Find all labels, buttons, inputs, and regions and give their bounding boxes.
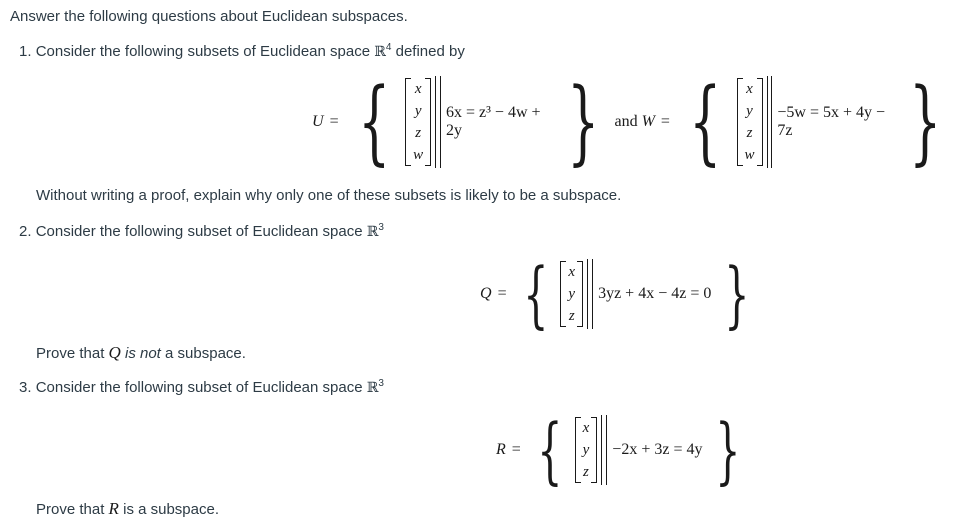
q1-space: ℝ: [374, 44, 386, 60]
set-divider: [771, 76, 772, 168]
q2-followup-suffix: a subspace.: [165, 345, 246, 362]
set-q-vector: [560, 261, 583, 327]
q1-prompt: [19, 43, 465, 61]
vec-entry: x: [582, 420, 590, 436]
q1-number: 1.: [19, 43, 32, 60]
set-divider: [587, 259, 588, 329]
q2-followup-emphasis: is not: [125, 345, 161, 362]
q3-space: ℝ: [366, 380, 379, 396]
q3-prompt-prefix: Consider the following subset of Euclidean space: [35, 379, 363, 396]
vec-entry: x: [746, 81, 753, 97]
set-w-vector: [737, 78, 763, 166]
left-brace: {: [689, 68, 722, 175]
vec-entry: z: [583, 464, 589, 480]
set-q-condition: 3yz + 4x − 4z = 0: [598, 285, 712, 302]
equals-sign: =: [497, 285, 507, 302]
equals-sign: =: [660, 113, 670, 130]
q1-space-exp: 4: [385, 42, 392, 53]
left-brace: {: [522, 252, 549, 336]
set-divider: [592, 259, 593, 329]
q2-followup: [36, 344, 246, 363]
vec-entry: y: [582, 442, 590, 458]
set-u-condition: 6x = z³ − 4w + 2y: [446, 104, 541, 139]
right-brace: }: [909, 68, 942, 175]
vec-entry: z: [568, 308, 575, 324]
vec-entry: z: [415, 125, 422, 141]
q2-space-exp: 3: [378, 222, 384, 233]
right-brace: }: [715, 408, 741, 492]
q3-number: 3.: [19, 379, 32, 396]
left-brace: {: [537, 408, 563, 492]
q1-set-equations: [312, 68, 955, 175]
q2-space: ℝ: [366, 224, 379, 240]
vec-entry: z: [746, 125, 753, 141]
q3-followup: [36, 500, 219, 519]
vec-entry: x: [568, 264, 576, 280]
q3-set-equation: [496, 408, 751, 492]
q1-followup: Without writing a proof, explain why only one of these subsets is likely to be a subspace.: [36, 187, 622, 204]
vec-entry: w: [744, 147, 755, 163]
set-r-name: R: [496, 441, 506, 458]
intro-text: Answer the following questions about Euclidean subspaces.: [10, 8, 408, 25]
vec-entry: y: [414, 103, 422, 119]
set-divider: [767, 76, 768, 168]
set-u-vector: [405, 78, 431, 166]
set-r-condition: −2x + 3z = 4y: [612, 441, 703, 458]
connector: and: [614, 113, 638, 130]
q2-followup-var: Q: [108, 343, 121, 362]
q1-prompt-prefix: Consider the following subsets of Euclidean space: [35, 43, 371, 60]
set-divider: [440, 76, 441, 168]
q1-prompt-suffix: defined by: [395, 43, 465, 60]
q2-prompt-prefix: Consider the following subset of Euclidean space: [35, 223, 363, 240]
vec-entry: x: [414, 81, 422, 97]
equals-sign: =: [511, 441, 521, 458]
set-w-condition: −5w = 5x + 4y − 7z: [777, 104, 886, 139]
right-brace: }: [724, 252, 750, 336]
set-r-vector: [575, 417, 598, 483]
q2-prompt: [19, 223, 384, 241]
q2-number: 2.: [19, 223, 32, 240]
set-divider: [606, 415, 607, 485]
set-q-name: Q: [480, 285, 492, 302]
equals-sign: =: [329, 113, 339, 130]
set-divider: [601, 415, 602, 485]
vec-entry: y: [746, 103, 753, 119]
q3-followup-prefix: Prove that: [36, 501, 105, 518]
q2-set-equation: [480, 252, 760, 336]
vec-entry: w: [413, 147, 424, 163]
q3-followup-suffix: is a subspace.: [123, 501, 219, 518]
right-brace: }: [567, 68, 600, 175]
vec-entry: y: [568, 286, 576, 302]
set-w-name: W: [641, 113, 655, 130]
set-u-name: U: [312, 113, 324, 130]
left-brace: {: [357, 68, 390, 175]
q2-followup-prefix: Prove that: [36, 345, 105, 362]
q3-prompt: [19, 379, 384, 397]
q3-space-exp: 3: [378, 378, 384, 389]
q3-followup-var: R: [108, 499, 119, 518]
set-divider: [435, 76, 436, 168]
